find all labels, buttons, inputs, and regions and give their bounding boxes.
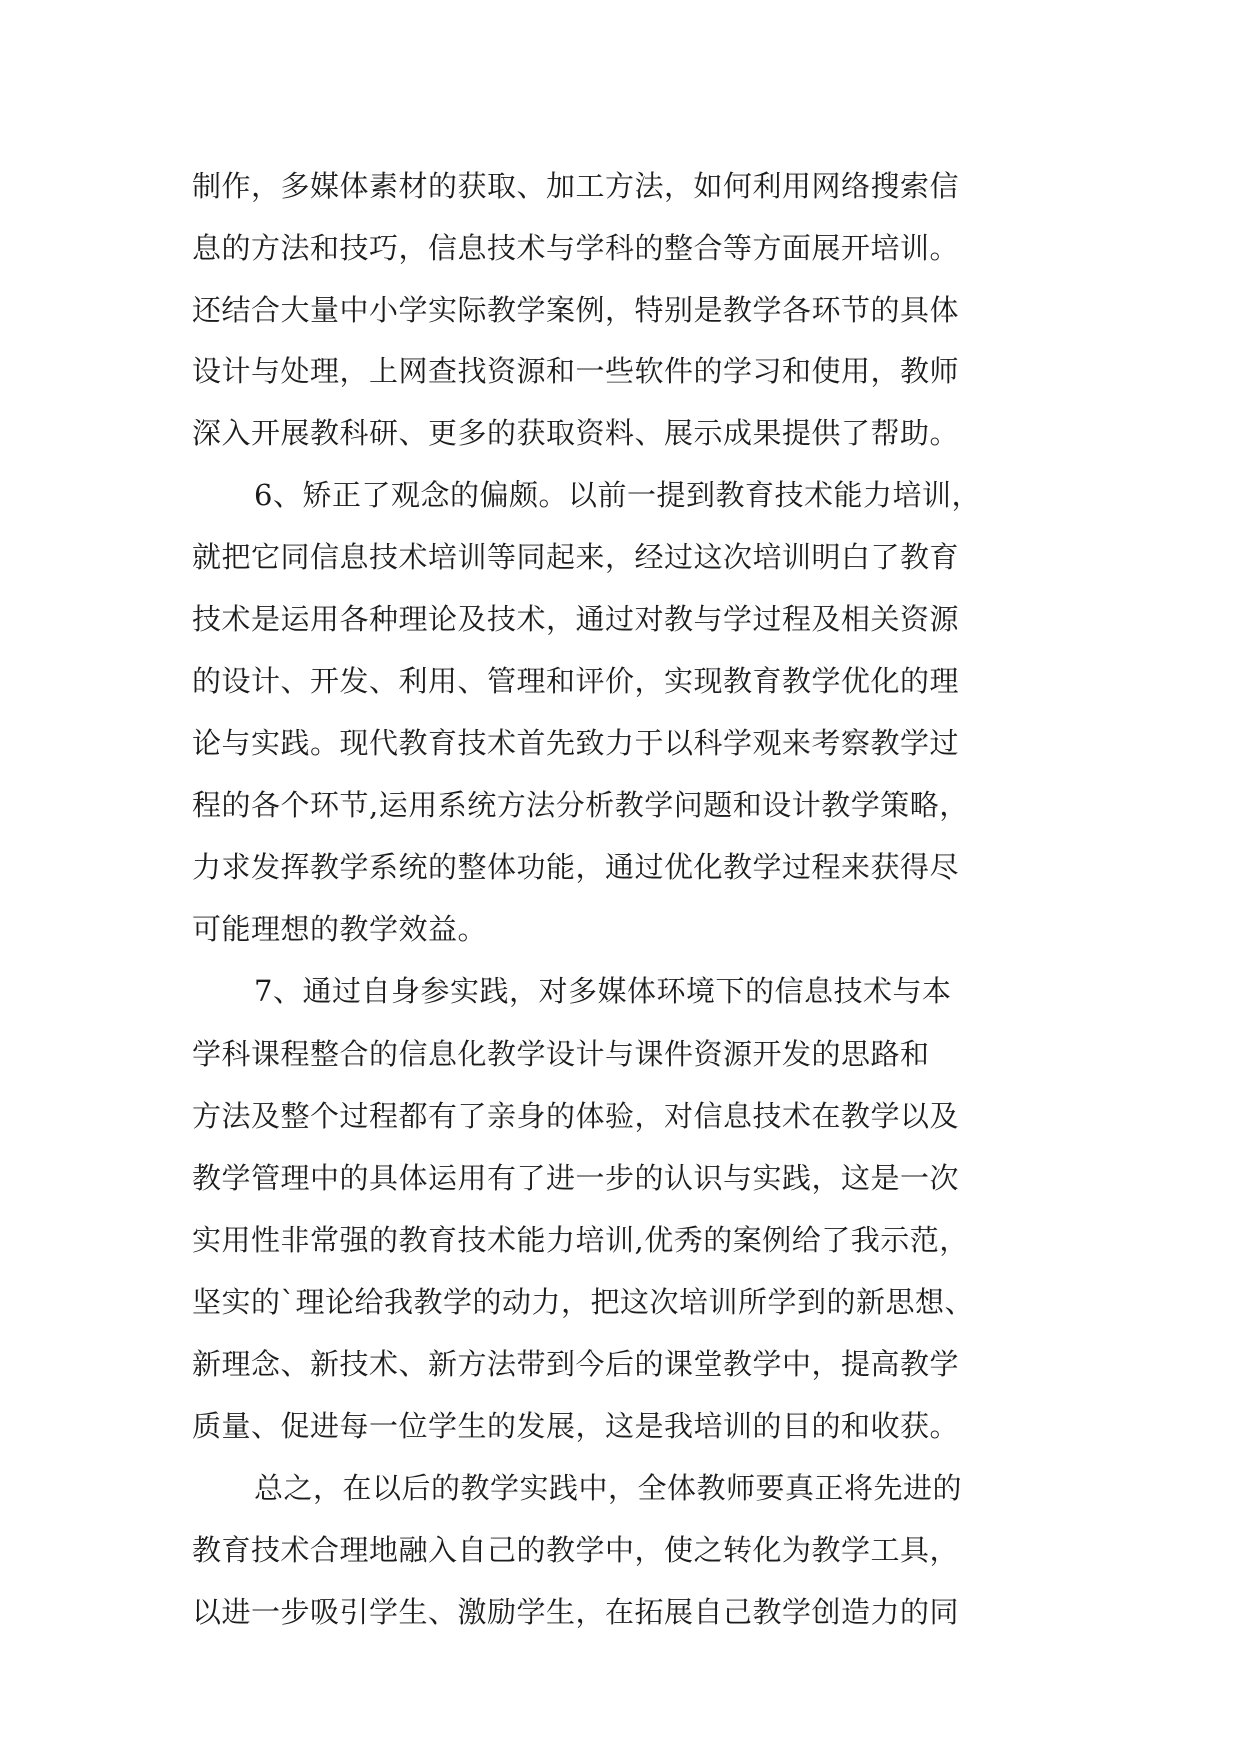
text-line: 制作，多媒体素材的获取、加工方法，如何利用网络搜索信 [192, 169, 960, 203]
text-line: 方法及整个过程都有了亲身的体验，对信息技术在教学以及 [192, 1099, 960, 1133]
text-line: 可能理想的教学效益。 [192, 912, 488, 946]
paragraph-start-line: 总之，在以后的教学实践中，全体教师要真正将先进的 [254, 1471, 963, 1505]
text-line: 以进一步吸引学生、激励学生，在拓展自己教学创造力的同 [192, 1595, 960, 1629]
text-line: 息的方法和技巧，信息技术与学科的整合等方面展开培训。 [192, 231, 960, 265]
text-line: 教育技术合理地融入自己的教学中，使之转化为教学工具， [192, 1533, 960, 1567]
text-line: 学科课程整合的信息化教学设计与课件资源开发的思路和 [192, 1037, 930, 1071]
text-line: 还结合大量中小学实际教学案例，特别是教学各环节的具体 [192, 293, 960, 327]
text-line: 质量、促进每一位学生的发展，这是我培训的目的和收获。 [192, 1409, 960, 1443]
text-line: 坚实的`理论给我教学的动力，把这次培训所学到的新思想、 [192, 1285, 975, 1319]
text-line: 新理念、新技术、新方法带到今后的课堂教学中，提高教学 [192, 1347, 960, 1381]
text-line: 论与实践。现代教育技术首先致力于以科学观来考察教学过 [192, 726, 960, 760]
paragraph-start-line: 7、通过自身参实践，对多媒体环境下的信息技术与本 [254, 974, 952, 1008]
text-line: 力求发挥教学系统的整体功能，通过优化教学过程来获得尽 [192, 850, 960, 884]
text-line: 程的各个环节,运用系统方法分析教学问题和设计教学策略， [192, 788, 969, 822]
text-line: 深入开展教科研、更多的获取资料、展示成果提供了帮助。 [192, 416, 960, 450]
text-line: 技术是运用各种理论及技术，通过对教与学过程及相关资源 [192, 602, 960, 636]
text-line: 的设计、开发、利用、管理和评价，实现教育教学优化的理 [192, 664, 960, 698]
paragraph-start-line: 6、矫正了观念的偏颇。以前一提到教育技术能力培训， [254, 478, 981, 512]
text-line: 设计与处理，上网查找资源和一些软件的学习和使用，教师 [192, 354, 960, 388]
text-line: 就把它同信息技术培训等同起来，经过这次培训明白了教育 [192, 540, 960, 574]
text-line: 实用性非常强的教育技术能力培训,优秀的案例给了我示范， [192, 1223, 969, 1257]
text-line: 教学管理中的具体运用有了进一步的认识与实践，这是一次 [192, 1161, 960, 1195]
